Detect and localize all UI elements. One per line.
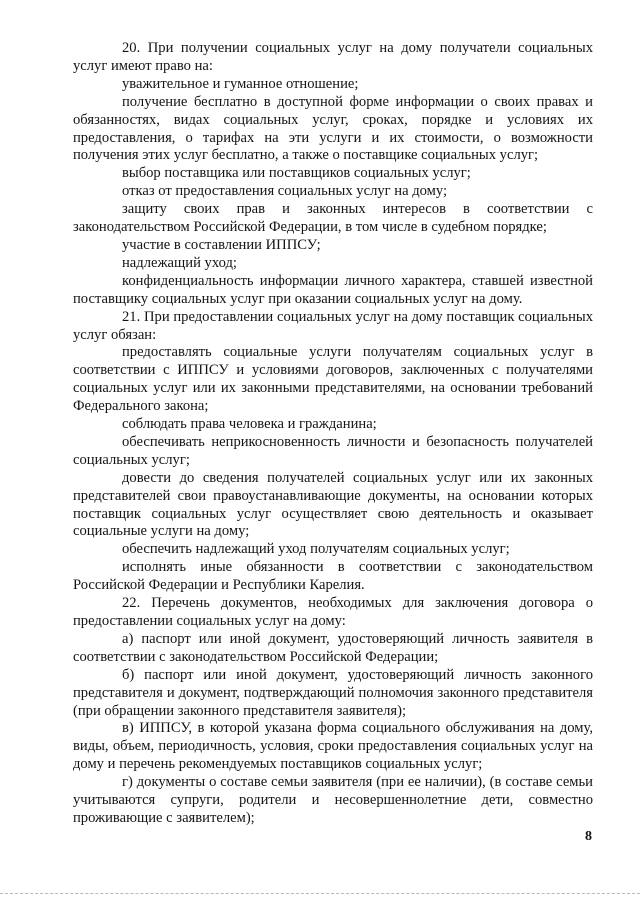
paragraph-20-intro: 20. При получении социальных услуг на дому получатели социальных услуг имеют право на: [73,40,593,74]
paragraph-21-intro: 21. При предоставлении социальных услуг на дому поставщик социальных услуг обязан: [73,308,593,343]
paragraph-item: обеспечивать неприкосновенность личности и безопасность получателей социальных услуг; [73,433,593,468]
paragraph-item: а) паспорт или иной документ, удостоверяющий личность заявителя в соответствии с законодательством Российской Федерации; [73,630,593,665]
paragraph-item: г) документы о составе семьи заявителя (при ее наличии), (в составе семьи учитываются супруги, родители и несовершеннолетние дети, совместно проживающие с заявителем); [73,774,593,826]
paragraph-item: б) паспорт или иной документ, удостоверяющий личность законного представителя и документ, подтверждающий полномочия законного представителя (при обращении законного представителя заявителя); [73,666,593,719]
paragraph-item: предоставлять социальные услуги получателям социальных услуг в соответствии с ИППСУ и условиями договоров, заключенных с получателями социальных услуг или их законными представителями, на основании требований Федерального закона; [73,344,593,415]
paragraph-item: участие в составлении ИППСУ; [122,236,321,253]
paragraph-item: конфиденциальность информации личного характера, ставшей известной поставщику социальных услуг при оказании социальных услуг на дому. [73,272,593,307]
paragraph-item: защиту своих прав и законных интересов в соответствии с законодательством Российской Федерации, в том числе в судебном порядке; [73,201,593,236]
paragraph-item: надлежащий уход; [122,254,237,271]
paragraph-item: обеспечить надлежащий уход получателям социальных услуг; [122,541,510,558]
paragraph-item: в) ИППСУ, в которой указана форма социального обслуживания на дому, виды, объем, периодичность, условия, сроки предоставления социальных услуг на дому и перечень рекомендуемых поставщиков социальных услуг; [73,720,593,773]
paragraph-item: довести до сведения получателей социальных услуг или их законных представителей свои правоустанавливающие документы, на основании которых поставщик социальных услуг осуществляет свою деятельность и оказывает социальные услуги на дому; [73,469,593,540]
paragraph-22-intro: 22. Перечень документов, необходимых для заключения договора о предоставлении социальных услуг на дому: [73,595,593,629]
paragraph-item: соблюдать права человека и гражданина; [122,416,377,433]
paragraph-item: уважительное и гуманное отношение; [122,75,359,92]
paragraph-item: отказ от предоставления социальных услуг на дому; [122,183,448,200]
paragraph-item: исполнять иные обязанности в соответствии с законодательством Российской Федерации и Республики Карелия. [73,559,593,594]
document-body [73,40,593,828]
paragraph-item: выбор поставщика или поставщиков социальных услуг; [122,165,471,182]
scan-edge-divider [0,893,640,894]
paragraph-item: получение бесплатно в доступной форме информации о своих правах и обязанностях, видах социальных услуг, сроках, порядке и условиях их предоставления, о тарифах на эти услуги и их стоимости, о возможности получения этих услуг бесплатно, а также о поставщике социальных услуг; [73,93,593,164]
page-number: 8 [585,829,592,844]
